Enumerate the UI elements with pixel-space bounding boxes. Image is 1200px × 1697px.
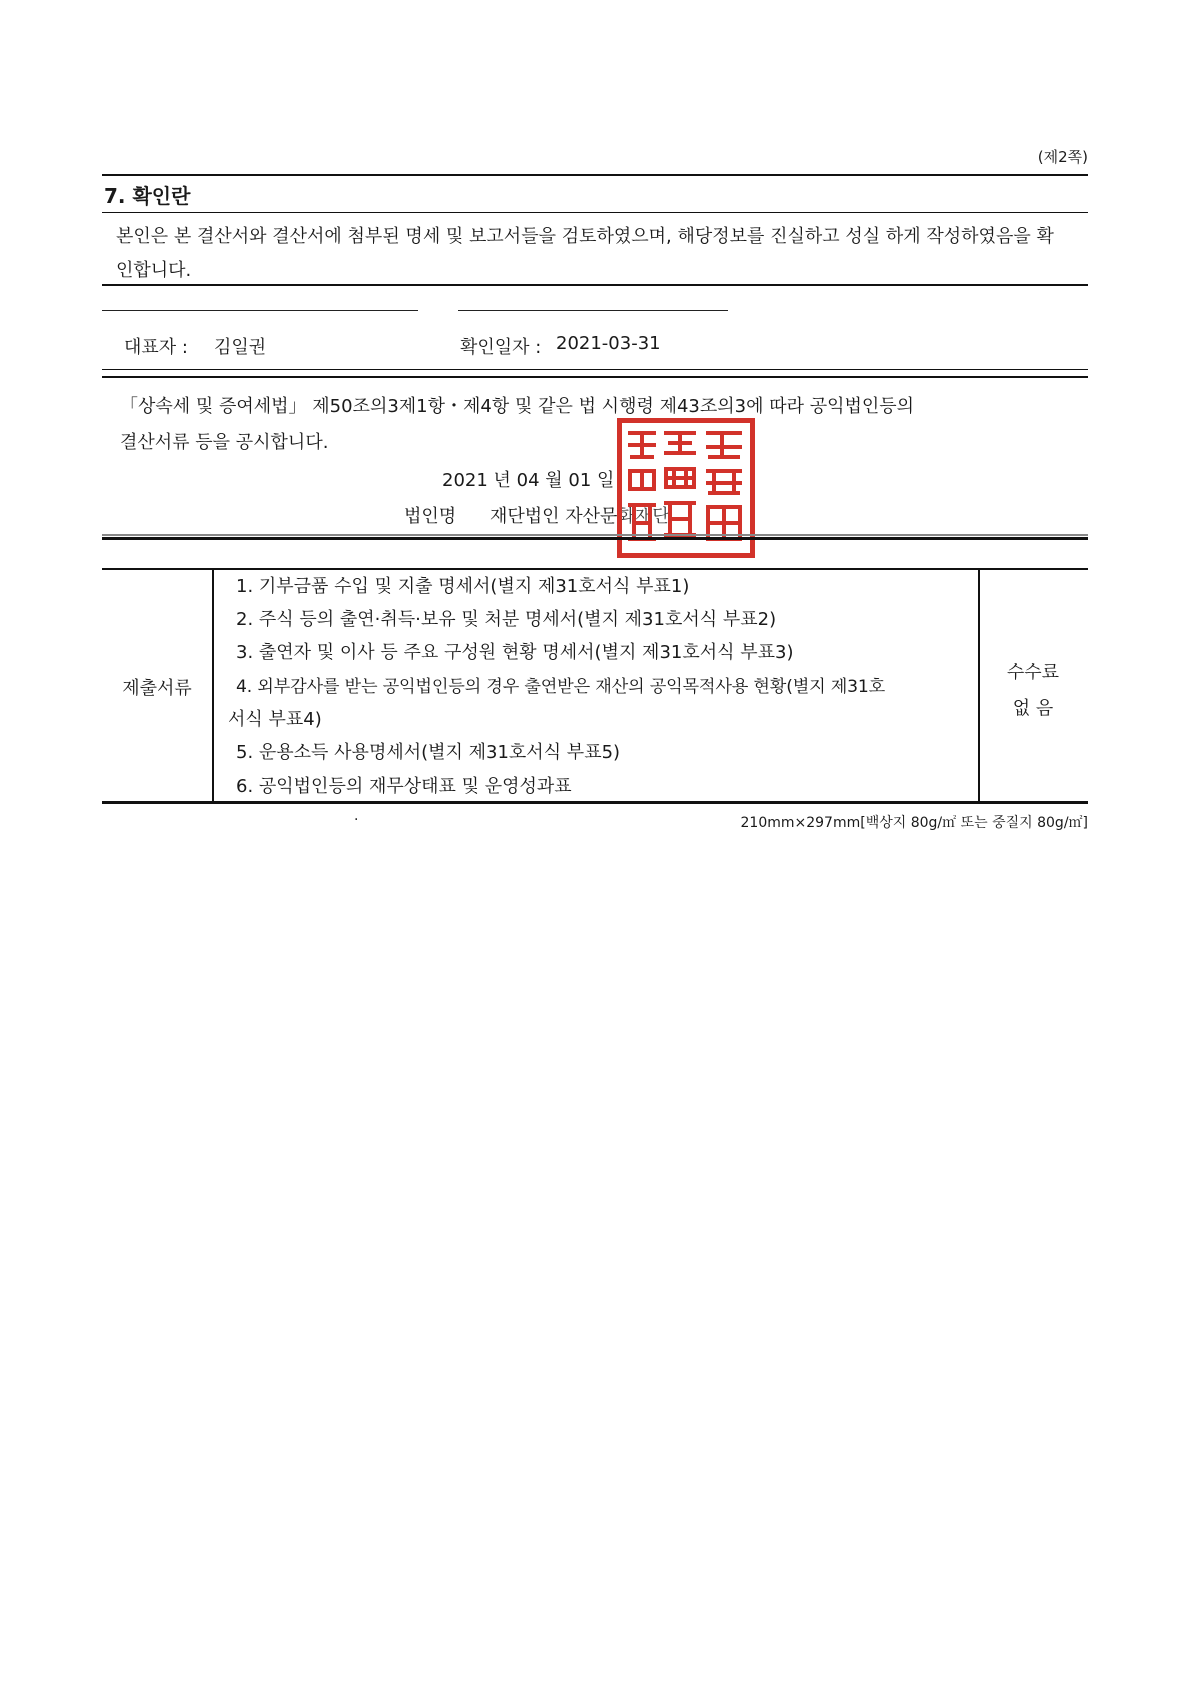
submission-item-5: 5. 운용소득 사용명세서(별지 제31호서식 부표5) (236, 742, 621, 763)
notice-bottom-rule-2 (102, 537, 1088, 540)
notice-line-2: 결산서류 등을 공시합니다. (120, 432, 329, 453)
confirm-text-line-2: 인합니다. (116, 260, 192, 281)
submission-header: 제출서류 (122, 678, 192, 699)
signature-line-representative (102, 310, 418, 311)
signature-line-date (458, 310, 728, 311)
table-col-divider-2 (978, 568, 980, 804)
confirm-date-label: 확인일자 : (460, 337, 542, 358)
section-title: 7. 확인란 (104, 184, 191, 208)
page-number: (제2쪽) (1037, 148, 1088, 166)
submission-item-4-continued: 서식 부표4) (228, 709, 322, 730)
representative-label: 대표자 : (124, 337, 188, 358)
top-rule (102, 174, 1088, 176)
table-bottom-border (102, 801, 1088, 804)
table-top-border (102, 568, 1088, 570)
notice-top-rule-1 (102, 369, 1088, 370)
fee-value: 없 음 (1012, 698, 1054, 719)
corp-name-label: 법인명 (404, 506, 457, 527)
submission-item-3: 3. 출연자 및 이사 등 주요 구성원 현황 명세서(별지 제31호서식 부표3) (236, 642, 794, 663)
submission-item-2: 2. 주식 등의 출연·취득·보유 및 처분 명세서(별지 제31호서식 부표2) (236, 609, 777, 630)
stray-mark: · (354, 812, 359, 828)
notice-bottom-rule-1 (102, 534, 1088, 536)
confirm-text-line-1: 본인은 본 결산서와 결산서에 첨부된 명세 및 보고서들을 검토하였으며, 해당정보를 진실하고 성실 하게 작성하였음을 확 (116, 226, 1054, 247)
section-divider (102, 212, 1088, 213)
fee-label: 수수료 (1006, 662, 1060, 683)
paper-specification: 210mm×297mm[백상지 80g/㎡ 또는 중질지 80g/㎡] (740, 815, 1088, 831)
confirm-bottom-rule (102, 284, 1088, 286)
table-col-divider-1 (212, 568, 214, 804)
submission-item-4: 4. 외부감사를 받는 공익법인등의 경우 출연받은 재산의 공익목적사용 현황(별지 제31호 (236, 677, 886, 697)
notice-line-1: 「상속세 및 증여세법」 제50조의3제1항・제4항 및 같은 법 시행령 제43조의3에 따라 공익법인등의 (120, 396, 915, 417)
submission-table (102, 568, 1088, 804)
submission-item-1: 1. 기부금품 수입 및 지출 명세서(별지 제31호서식 부표1) (236, 576, 690, 597)
corp-name: 재단법인 자산문화재단 (490, 506, 670, 527)
submission-item-6: 6. 공익법인등의 재무상태표 및 운영성과표 (236, 776, 572, 797)
confirm-date-value: 2021-03-31 (556, 333, 661, 354)
notice-top-rule-2 (102, 376, 1088, 378)
notice-date: 2021 년 04 월 01 일 (442, 470, 615, 491)
representative-name: 김일권 (214, 337, 267, 358)
